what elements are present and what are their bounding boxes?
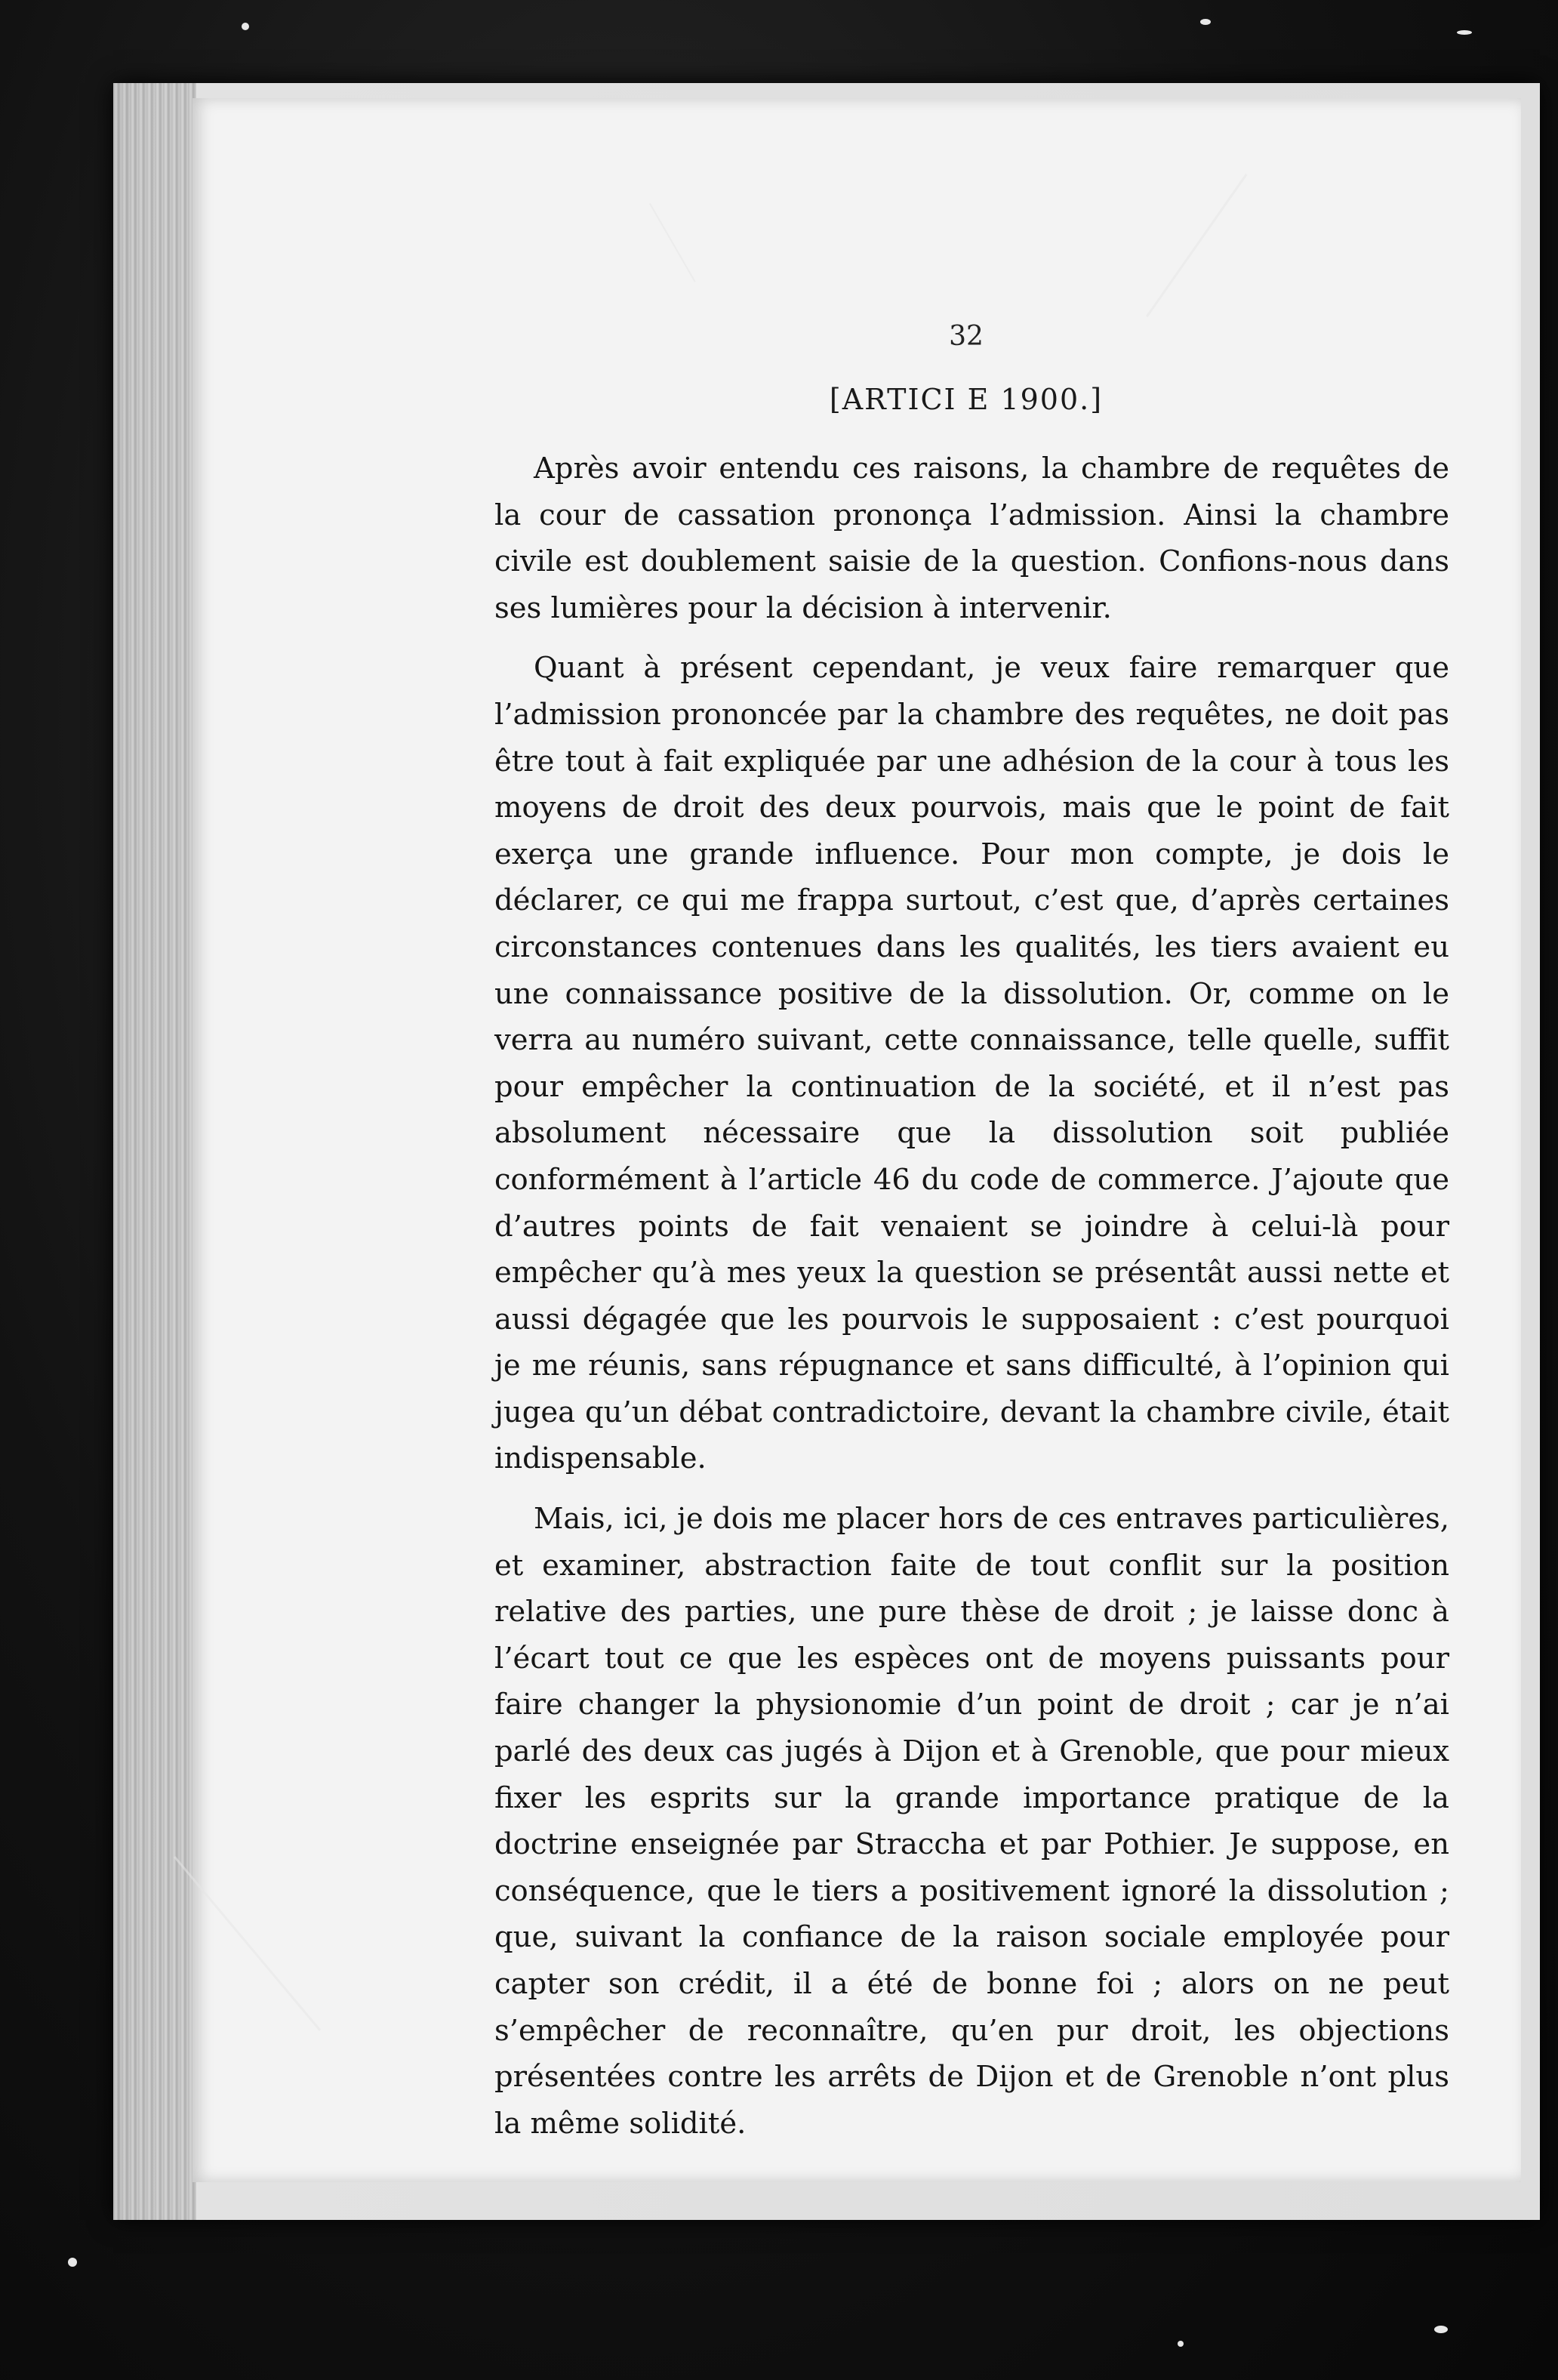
dust-speck <box>1178 2341 1184 2347</box>
dust-speck <box>1457 30 1472 35</box>
page-number: 32 <box>949 321 984 352</box>
running-head: [ARTICI E 1900.] <box>829 383 1104 416</box>
dust-speck <box>242 23 249 30</box>
paragraph: Après avoir entendu ces raisons, la chambre de requêtes de la cour de cassation prononça l’admission. Ainsi la chambre civile est doublement saisie de la question. Confions-nous dans ses lumières pour la décision à intervenir. <box>494 452 1449 625</box>
body-text <box>494 445 1449 2160</box>
page-edges <box>113 83 196 2220</box>
paragraph: Quant à présent cependant, je veux faire remarquer que l’admission prononcée par la chambre des requêtes, ne doit pas être tout à fait expliquée par une adhésion de la cour à tous les moyens de droit des deux pourvois, mais que le point de fait exerça une grande influence. Pour mon compte, je dois le déclarer, ce qui me frappa surtout, c’est que, d’après certaines circonstances contenues dans les qualités, les tiers avaient eu une connaissance positive de la dissolution. Or, comme on le verra au numéro suivant, cette connaissance, telle quelle, suffit pour empêcher la continuation de la société, et il n’est pas absolument nécessaire que la dissolution soit publiée conformément à l’article 46 du code de commerce. J’ajoute que d’autres points de fait venaient se joindre à celui-là pour empêcher qu’à mes yeux la question se présentât aussi nette et aussi dégagée que les pourvois le supposaient : c’est pourquoi je me réunis, sans répugnance et sans difficulté, à l’opinion qui jugea qu’un débat contradictoire, devant la chambre civile, était indispensable. <box>494 651 1449 1476</box>
dust-speck <box>68 2258 77 2267</box>
paragraph: Mais, ici, je dois me placer hors de ces entraves particulières, et examiner, abstraction faite de tout conflit sur la position relative des parties, une pure thèse de droit ; je laisse donc à l’écart tout ce que les espèces ont de moyens puissants pour faire changer la physionomie d’un point de droit ; car je n’ai parlé des deux cas jugés à Dijon et à Grenoble, que pour mieux fixer les esprits sur la grande importance pratique de la doctrine enseignée par Straccha et par Pothier. Je suppose, en conséquence, que le tiers a positivement ignoré la dissolution ; que, suivant la confiance de la raison sociale employée pour capter son crédit, il a été de bonne foi ; alors on ne peut s’empêcher de reconnaître, qu’en pur droit, les objections présentées contre les arrêts de Dijon et de Grenoble n’ont plus la même solidité. <box>494 1502 1449 2141</box>
dust-speck <box>1434 2326 1448 2333</box>
dust-speck <box>1200 19 1211 25</box>
